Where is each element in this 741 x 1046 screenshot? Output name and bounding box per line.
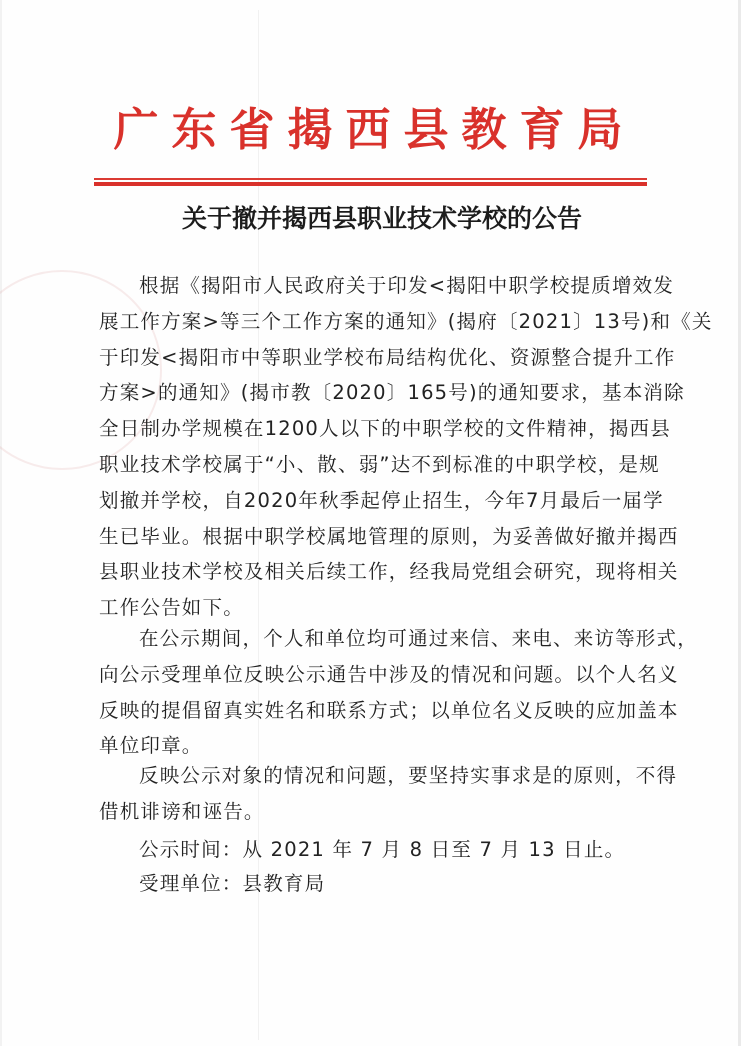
paragraph-1 bbox=[99, 268, 713, 626]
letterhead: 广东省揭西县教育局 bbox=[113, 103, 636, 156]
text-line: 单位印章。 bbox=[99, 734, 203, 758]
text-line: 在公示期间，个人和单位均可通过来信、来电、来访等形式， bbox=[139, 627, 698, 650]
receiving-unit-value: 县教育局 bbox=[242, 872, 326, 895]
text-line: 全日制办学规模在1200人以下的中职学校的文件精神，揭西县 bbox=[99, 417, 671, 441]
text-line: 反映的提倡留真实姓名和联系方式；以单位名义反映的应加盖本 bbox=[99, 698, 679, 722]
publicity-period-label: 公示时间： bbox=[139, 838, 243, 861]
text-line: 向公示受理单位反映公示通告中涉及的情况和问题。以个人名义 bbox=[99, 662, 679, 686]
receiving-unit bbox=[99, 866, 659, 902]
document-title: 关于撤并揭西县职业技术学校的公告 bbox=[181, 204, 582, 233]
text-line: 方案>的通知》(揭市教〔2020〕165号)的通知要求，基本消除 bbox=[99, 381, 685, 405]
text-line: 县职业技术学校及相关后续工作，经我局党组会研究，现将相关 bbox=[99, 560, 679, 584]
text-line: 借机诽谤和诬告。 bbox=[99, 799, 265, 823]
receiving-unit-line bbox=[99, 866, 659, 902]
text-line: 生已毕业。根据中职学校属地管理的原则，为妥善做好撤并揭西 bbox=[99, 524, 679, 548]
paragraph-2 bbox=[99, 621, 698, 764]
receiving-unit-label: 受理单位： bbox=[139, 872, 243, 895]
text-line: 展工作方案>等三个工作方案的通知》(揭府〔2021〕13号)和《关 bbox=[99, 309, 713, 333]
text-line: 划撤并学校，自2020年秋季起停止招生，今年7月最后一届学 bbox=[99, 488, 664, 512]
text-line: 反映公示对象的情况和问题，要坚持实事求是的原则，不得 bbox=[139, 764, 678, 787]
paragraph-3 bbox=[99, 758, 678, 830]
letterhead-rule-thick bbox=[94, 182, 647, 186]
publicity-period-line bbox=[99, 832, 659, 868]
text-line: 于印发<揭阳市中等职业学校布局结构优化、资源整合提升工作 bbox=[99, 345, 676, 369]
text-line: 工作公告如下。 bbox=[99, 596, 244, 620]
publicity-period bbox=[99, 832, 659, 868]
text-line: 职业技术学校属于“小、散、弱”达不到标准的中职学校，是规 bbox=[99, 452, 660, 476]
letterhead-rule-thin bbox=[94, 178, 647, 180]
text-line: 根据《揭阳市人民政府关于印发<揭阳中职学校提质增效发 bbox=[139, 274, 675, 297]
publicity-period-value: 从 2021 年 7 月 8 日至 7 月 13 日止。 bbox=[242, 838, 626, 861]
